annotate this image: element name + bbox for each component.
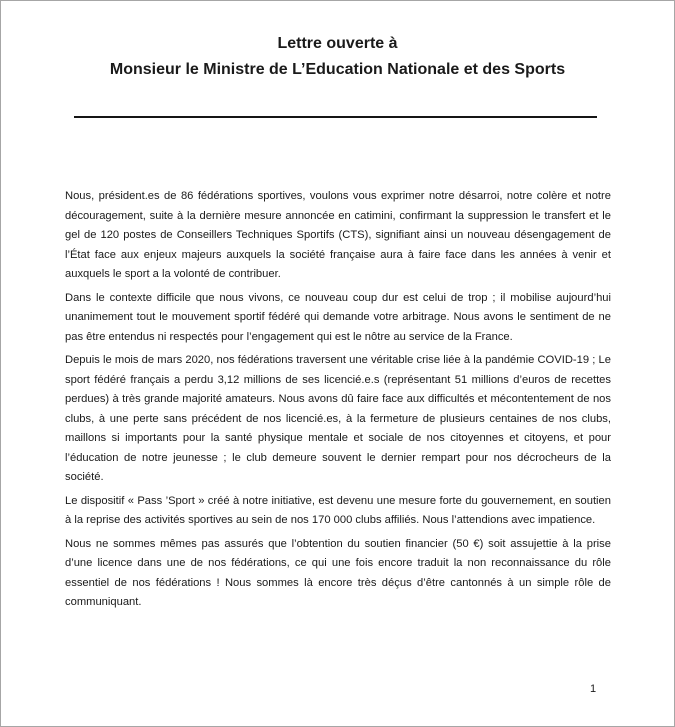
paragraph: Le dispositif « Pass ’Sport » créé à notre initiative, est devenu une mesure forte du gouvernement, en soutien à la reprise des activités sportives au sein de nos 170 000 clubs affiliés. Nous l’attendions avec impatience. [65, 494, 611, 526]
page-title [1, 31, 674, 83]
paragraph: Nous, président.es de 86 fédérations sportives, voulons vous exprimer notre désarroi, notre colère et notre découragement, suite à la dernière mesure annoncée en catimini, confirmant la suppression le transfert et le gel de 120 postes de Conseillers Techniques Sportifs (CTS), signifiant ainsi un nouveau désengagement de l’État face aux enjeux majeurs auxquels la société française aura à faire face dans les années à venir et auxquels le sport a la volonté de contribuer. [65, 190, 611, 280]
title-divider-line [74, 116, 597, 118]
paragraph: Depuis le mois de mars 2020, nos fédérations traversent une véritable crise liée à la pandémie COVID-19 ; Le sport fédéré français a perdu 3,12 millions de ses licencié.e.s (représentant 51 millions d’euros de recettes perdues) à très grande majorité amateurs. Nous avons dû faire face aux difficultés et mécontentement de nos clubs, à une perte sans précédent de nos licencié.es, à la fermeture de plusieurs centaines de nos clubs, maillons si importants pour la santé physique mentale et sociale de nos citoyennes et citoyens, et pour l’éducation de notre jeunesse ; le club demeure souvent le dernier rempart pour nos décrocheurs de la société. [65, 354, 611, 483]
page-title-line1: Lettre ouverte à [277, 35, 398, 52]
letter-body [1, 187, 674, 613]
page-title-line2: Monsieur le Ministre de L’Education Nationale et des Sports [109, 61, 566, 78]
paragraph: Dans le contexte difficile que nous vivons, ce nouveau coup dur est celui de trop ; il mobilise aujourd’hui unanimement tout le mouvement sportif fédéré qui demande votre arbitrage. Nous avons le sentiment de ne pas être entendus ni respectés pour l’engagement qui est le nôtre au service de la France. [65, 291, 611, 343]
page-number: 1 [590, 683, 597, 695]
paragraph: Nous ne sommes mêmes pas assurés que l’obtention du soutien financier (50 €) soit assujettie à la prise d’une licence dans une de nos fédérations, ce qui une fois encore traduit la non reconnaissance du rôle essentiel de nos fédérations ! Nous sommes là encore très déçus d’être cantonnés à un simple rôle de communiquant. [65, 537, 611, 608]
